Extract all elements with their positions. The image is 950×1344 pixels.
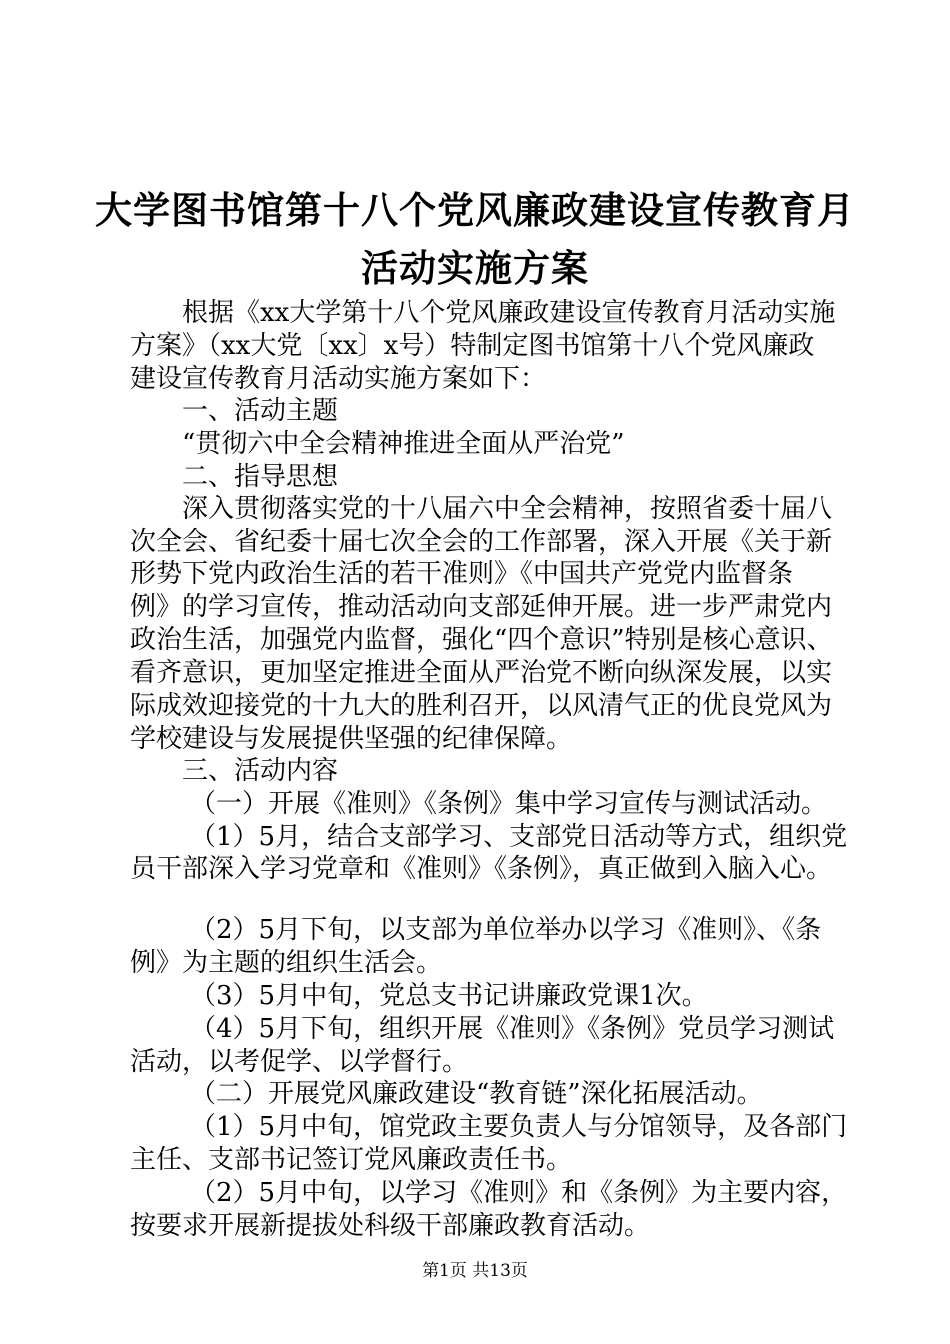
paragraph-line: 深入贯彻落实党的十八届六中全会精神，按照省委十届八 — [182, 494, 833, 524]
subsection-heading: （一）开展《准则》《条例》集中学习宣传与测试活动。 — [190, 789, 828, 819]
subsection-heading: （二）开展党风廉政建设“教育链”深化拓展活动。 — [190, 1079, 763, 1109]
list-item-line: （1）5月中旬，馆党政主要负责人与分馆领导，及各部门 — [190, 1112, 848, 1142]
paragraph-line: 次全会、省纪委十届七次全会的工作部署，深入开展《关于新 — [130, 527, 833, 557]
section-heading: 一、活动主题 — [182, 396, 339, 426]
paragraph-line: 建设宣传教育月活动实施方案如下： — [130, 364, 547, 394]
list-item-line: 主任、支部书记签订党风廉政责任书。 — [130, 1145, 573, 1175]
paragraph-line: 方案》（xx大党〔xx〕x号）特制定图书馆第十八个党风廉政 — [130, 331, 815, 361]
list-item-line: （2）5月下旬，以支部为单位举办以学习《准则》、《条 — [190, 915, 822, 945]
list-item-line: 员干部深入学习党章和《准则》《条例》，真正做到入脑入心。 — [130, 854, 833, 884]
list-item-line: （4）5月下旬，组织开展《准则》《条例》党员学习测试 — [190, 1014, 835, 1044]
list-item-line: （2）5月中旬，以学习《准则》和《条例》为主要内容， — [190, 1178, 848, 1208]
list-item-line: 例》为主题的组织生活会。 — [130, 948, 443, 978]
section-heading: 三、活动内容 — [182, 756, 339, 786]
paragraph-line: 形势下党内政治生活的若干准则》《中国共产党党内监督条 — [130, 559, 794, 589]
list-item-line: （3）5月中旬，党总支书记讲廉政党课1次。 — [190, 981, 708, 1011]
list-item-line: 活动，以考促学、以学督行。 — [130, 1047, 469, 1077]
document-title-line-1: 大学图书馆第十八个党风廉政建设宣传教育月 — [95, 189, 855, 232]
page-number-footer: 第1页 共13页 — [422, 1261, 528, 1281]
section-heading: 二、指导思想 — [182, 462, 339, 492]
paragraph-line: 际成效迎接党的十九大的胜利召开，以风清气正的优良党风为 — [130, 691, 833, 721]
paragraph-line: 看齐意识，更加坚定推进全面从严治党不断向纵深发展，以实 — [130, 658, 833, 688]
list-item-line: （1）5月，结合支部学习、支部党日活动等方式，组织党 — [190, 822, 848, 852]
list-item-line: 按要求开展新提拔处科级干部廉政教育活动。 — [130, 1211, 651, 1241]
paragraph-line: 学校建设与发展提供坚强的纪律保障。 — [130, 724, 573, 754]
paragraph-line: 政治生活，加强党内监督，强化“四个意识”特别是核心意识、 — [130, 625, 833, 655]
paragraph-line: “贯彻六中全会精神推进全面从严治党” — [182, 429, 625, 459]
paragraph-line: 例》的学习宣传，推动活动向支部延伸开展。进一步严肃党内 — [130, 592, 833, 622]
document-title-line-2: 活动实施方案 — [361, 247, 589, 290]
paragraph-line: 根据《xx大学第十八个党风廉政建设宣传教育月活动实施 — [182, 298, 836, 328]
